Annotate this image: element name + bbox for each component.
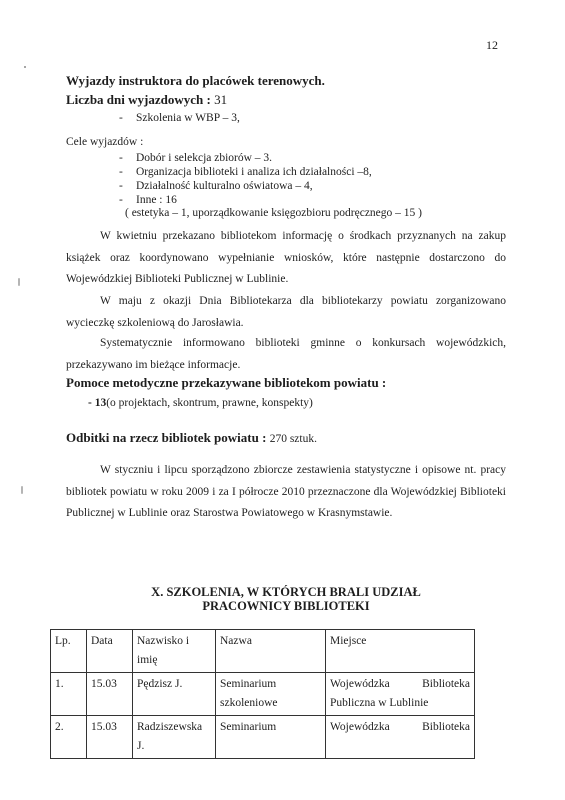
scan-speck — [21, 486, 23, 494]
prints-value: 270 sztuk. — [269, 433, 317, 445]
paragraph-january: W styczniu i lipcu sporządzono zbiorcze zestawienia statystyczne i opisowe nt. pracy bibliotek powiatu w roku 2009 i za I półrocze 2010 przeznaczone dla Wojewódzkiej Biblioteki Publicznej w Lublinie oraz Starostwa Powiatowego w Krasnymstawie. — [66, 464, 506, 519]
trip-days-value: 31 — [214, 92, 228, 107]
scan-speck — [24, 66, 26, 68]
column-header-date: Data — [87, 630, 133, 673]
column-header-name: Nazwisko i imię — [133, 630, 216, 673]
cell-name: Radziszewska J. — [133, 716, 216, 759]
trip-goals-label: Cele wyjazdów : — [66, 136, 144, 148]
cell-lp: 1. — [51, 673, 87, 716]
cell-miejsce: Wojewódzka Biblioteka — [326, 716, 475, 759]
methodical-aids-count: - 13 — [88, 397, 107, 409]
instructor-trips-heading: Wyjazdy instruktora do placówek terenowych. — [66, 73, 325, 88]
prints-line — [66, 430, 317, 446]
table-row — [51, 716, 475, 759]
scan-speck — [18, 278, 20, 286]
table-header-row — [51, 630, 475, 673]
cell-nazwa: Seminarium szkoleniowe — [216, 673, 326, 716]
trainings-table — [50, 629, 475, 759]
trip-goal-item: Działalność kulturalno oświatowa – 4, — [136, 180, 313, 192]
trip-days-line — [66, 92, 227, 108]
trip-goal-other-detail: ( estetyka – 1, uporządkowanie księgozbioru podręcznego – 15 ) — [125, 207, 422, 219]
section-x-title — [66, 585, 506, 613]
methodical-aids-line — [88, 397, 313, 409]
paragraph-may: W maju z okazji Dnia Bibliotekarza dla bibliotekarzy powiatu zorganizowano wycieczkę szkoleniową do Jarosławia. — [66, 295, 506, 329]
column-header-lp: Lp. — [51, 630, 87, 673]
trip-goal-item: Dobór i selekcja zbiorów – 3. — [136, 152, 273, 164]
cell-nazwa: Seminarium — [216, 716, 326, 759]
trip-days-label: Liczba dni wyjazdowych : — [66, 92, 211, 107]
cell-name: Pędzisz J. — [133, 673, 216, 716]
table-row — [51, 673, 475, 716]
column-header-nazwa: Nazwa — [216, 630, 326, 673]
page-number: 12 — [486, 38, 498, 52]
cell-date: 15.03 — [87, 716, 133, 759]
cell-lp: 2. — [51, 716, 87, 759]
trip-goal-item: Inne : 16 — [136, 194, 177, 206]
section-x-title-line: PRACOWNICY BIBLIOTEKI — [202, 599, 370, 613]
prints-label: Odbitki na rzecz bibliotek powiatu : — [66, 430, 267, 445]
column-header-miejsce: Miejsce — [326, 630, 475, 673]
section-x-title-line: X. SZKOLENIA, W KTÓRYCH BRALI UDZIAŁ — [151, 585, 421, 599]
trip-goal-item: Organizacja biblioteki i analiza ich działalności –8, — [136, 166, 372, 178]
methodical-aids-heading: Pomoce metodyczne przekazywane bibliotekom powiatu : — [66, 375, 387, 390]
training-item: Szkolenia w WBP – 3, — [136, 112, 240, 124]
cell-date: 15.03 — [87, 673, 133, 716]
cell-miejsce: Wojewódzka Biblioteka Publiczna w Lublinie — [326, 673, 475, 716]
paragraph-systematic: Systematycznie informowano biblioteki gminne o konkursach wojewódzkich, przekazywano im bieżące informacje. — [66, 337, 506, 371]
paragraph-april: W kwietniu przekazano bibliotekom informację o środkach przyznanych na zakup książek oraz koordynowano wypełnianie wniosków, które następnie dostarczono do Wojewódzkiej Biblioteki Publicznej w Lublinie. — [66, 230, 506, 285]
methodical-aids-detail: (o projektach, skontrum, prawne, konspekty) — [106, 397, 313, 409]
